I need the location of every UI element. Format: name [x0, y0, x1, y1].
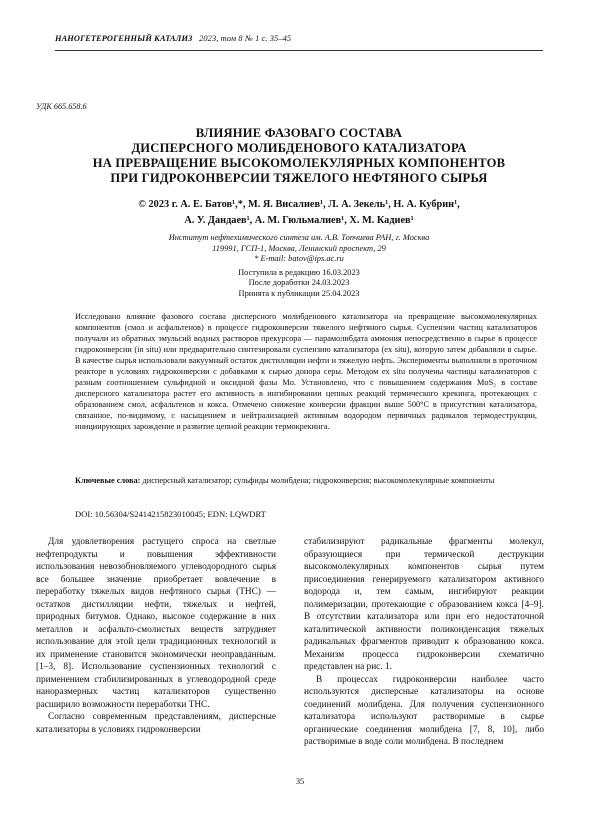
- institution-address: 119991, ГСП-1, Москва, Ленинский проспект, 29: [212, 243, 386, 253]
- doi: DOI: 10.56304/S2414215823010045; EDN: LQWDRT: [75, 509, 266, 519]
- contact-email: * E-mail: batov@ips.ac.ru: [254, 254, 344, 264]
- keywords-text: дисперсный катализатор; сульфиды молибдена; гидроконверсия; высокомолекулярные компоненты: [142, 476, 495, 485]
- issue-details: 2023, том 8 № 1 с. 35–45: [199, 34, 292, 43]
- abstract: Исследовано влияние фазового состава дисперсного молибденового катализатора на превращение высокомолекулярных компонентов (смол и асфальтенов) в процессе гидроконверсии тяжелого нефтяного сырья. Суспензии частиц катализаторов получали из обратных эмульсий водных растворов прекурсора — парамолибдата аммония непосредственно в сырье в процессе гидроконверсии (in situ) или предварительно синтезировали суспензию катализатора (ex situ), которую затем добавляли в сырье. В качестве сырья использовали вакуумный остаток дистилляции нефти и тяжелую нефть. Эксперименты выполняли в проточном реакторе в условиях гидроконверсии с добавками к сырью донора серы. Методом ex situ получены частицы катализаторов с разным соотношением сульфидной и оксидной фазы Mo. Установлено, что с повышением содержания MoS₂ в составе дисперсного катализатора растет его активность в ингибировании цепных реакций термического крекинга, протекающих с образованием смол, асфальтенов и кокса. Отмечено снижение конверсии фракции выше 500°С в присутствии катализатора, связанное, по-видимому, с насыщением и нейтрализацией активным водородом первичных радикалов термодеструкции, инициирующих зарождение и развитие цепной реакции термокрекинга.: [75, 312, 537, 431]
- received-date: Поступила в редакцию 16.03.2023: [238, 268, 360, 277]
- title-line: ВЛИЯНИЕ ФАЗОВАГО СОСТАВА: [195, 126, 403, 140]
- body-column-right: [304, 536, 544, 749]
- revised-date: После доработки 24.03.2023: [248, 278, 350, 288]
- paragraph: стабилизируют радикальные фрагменты молекул, образующиеся при термической деструкции высокомолекулярных компонентов сырья путем присоединения генерируемого катализатором активного водорода и, тем самым, ингибируют реакции полимеризации, протекающие с образованием кокса [4–9]. В отсутствии катализатора или при его недостаточной каталитической активности поликонденсация тяжелых радикальных фрагментов приводит к образованию кокса. Механизм процесса гидроконверсии схематично представлен на рис. 1.: [304, 537, 544, 672]
- udk-code: УДК 665.658.6: [36, 102, 87, 111]
- paragraph: Для удовлетворения растущего спроса на светлые нефтепродукты и повышения эффективности использования невозобновляемого углеводородного сырья все большее значение приобретает вовлечение в переработку тяжелых видов нефтяного сырья (ТНС) — остатков дистилляции нефти, тяжелых и нефтей, природных битумов. Однако, высокое содержание в них металлов и асфальто-смолистых веществ затрудняет использование для этой цели традиционных технологий и их применение становится экономически неоправданным. [1–3, 8]. Использование суспензионных технологий с применением стабилизированных в углеводородной среде наноразмерных частиц катализаторов существенно расширило возможности переработки ТНС.: [36, 537, 276, 710]
- affiliation: [60, 233, 538, 265]
- institution-name: Институт нефтехимического синтеза им. А.В. Топчиева РАН, г. Москва: [168, 233, 430, 242]
- page-number: 35: [295, 777, 305, 786]
- header-rule: [55, 50, 543, 51]
- publication-dates: [60, 268, 538, 299]
- running-header: [55, 34, 291, 43]
- journal-name: НАНОГЕТЕРОГЕННЫЙ КАТАЛИЗ: [55, 34, 193, 43]
- paragraph: В процессах гидроконверсии наиболее часто используются дисперсные катализаторы на основе соединений молибдена. Для получения суспензионного катализатора используют растворимые в сырье органические соединения молибдена [7, 8, 10], либо растворимые в воде соли молибдена. В последнем: [304, 674, 544, 747]
- title-line: ПРИ ГИДРОКОНВЕРСИИ ТЯЖЕЛОГО НЕФТЯНОГО СЫРЬЯ: [110, 171, 488, 185]
- authors: [60, 197, 538, 229]
- accepted-date: Принята к публикации 25.04.2023: [238, 288, 360, 298]
- title-line: ДИСПЕРСНОГО МОЛИБДЕНОВОГО КАТАЛИЗАТОРА: [131, 141, 467, 155]
- paragraph: Согласно современным представлениям, дисперсные катализаторы в условиях гидроконверсии: [36, 712, 276, 735]
- article-title: [60, 126, 538, 186]
- authors-line: © 2023 г. А. Е. Батов¹,*, М. Я. Висалиев¹, Л. А. Зекель¹, Н. А. Кубрин¹,: [138, 199, 460, 210]
- authors-line: А. У. Дандаев¹, А. М. Гюльмалиев¹, Х. М. Кадиев¹: [184, 215, 414, 226]
- keywords-label: Ключевые слова:: [75, 476, 141, 485]
- body-column-left: [36, 536, 276, 736]
- title-line: НА ПРЕВРАЩЕНИЕ ВЫСОКОМОЛЕКУЛЯРНЫХ КОМПОНЕНТОВ: [92, 156, 506, 170]
- keywords: [75, 475, 537, 486]
